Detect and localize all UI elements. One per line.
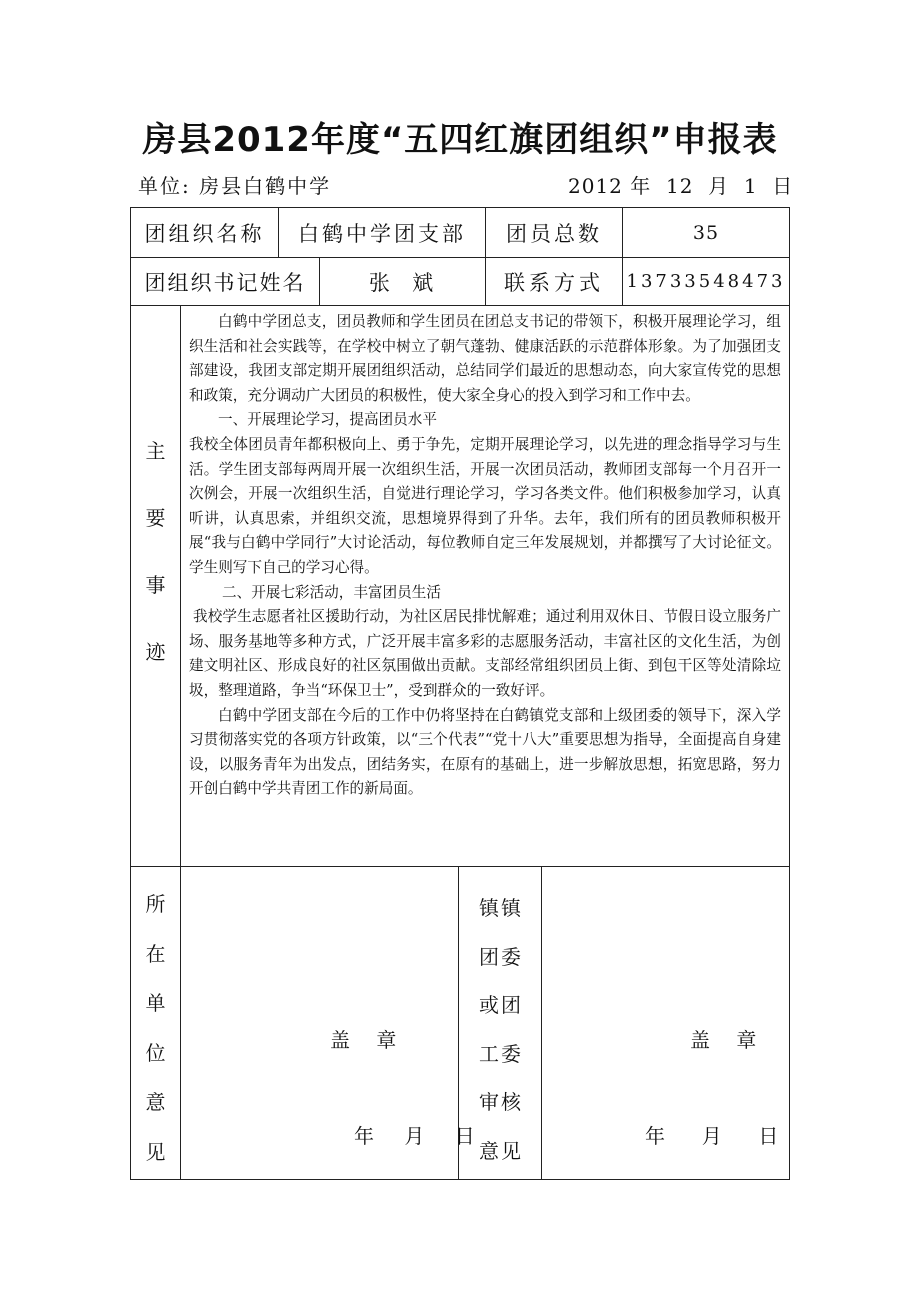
- unit-seal: 盖 章: [330, 1028, 407, 1052]
- table-border-bottom: [130, 1179, 790, 1180]
- secretary-value: 张 斌: [368, 270, 437, 295]
- table-border-right: [789, 207, 790, 1180]
- unit-opinion-char: 在: [145, 941, 166, 966]
- row-divider: [130, 305, 790, 306]
- town-opinion-chars: 或团: [479, 993, 523, 1017]
- unit-opinion-char: 单: [145, 991, 166, 1015]
- town-opinion-chars: 工委: [479, 1041, 523, 1066]
- unit-opinion-char: 所: [145, 892, 166, 916]
- col-divider: [541, 866, 542, 1180]
- unit-date: 年 月 日: [354, 1124, 487, 1148]
- contact-label: 联系方式: [504, 270, 604, 295]
- town-seal: 盖 章: [690, 1028, 767, 1052]
- unit-line: 单位: 房县白鹤中学: [138, 174, 332, 198]
- org-name-value: 白鹤中学团支部: [298, 221, 466, 246]
- deeds-label: [131, 418, 180, 686]
- town-date: 年 月 日: [645, 1124, 787, 1148]
- deeds-label-char: 要: [145, 506, 166, 530]
- row-divider: [130, 866, 790, 867]
- deeds-heading: 一、开展理论学习，提高团员水平: [218, 411, 437, 429]
- deeds-content: [189, 310, 781, 802]
- deeds-heading: 二、开展七彩活动，丰富团员生活: [222, 583, 441, 601]
- deeds-paragraph: 我校全体团员青年都积极向上、勇于争先，定期开展理论学习，以先进的理念指导学习与生活。学生团支部每两周开展一次组织生活，开展一次团员活动，教师团支部每一个月召开一次例会，开展一次组织生活，自觉进行理论学习，学习各类文件。他们积极参加学习，认真听讲，认真思索，并组织交流，思想境界得到了升华。去年，我们所有的团员教师积极开展“我与白鹤中学同行”大讨论活动，每位教师自定三年发展规划，并都撰写了大讨论征文。学生则写下自己的学习心得。: [189, 435, 781, 576]
- unit-opinion-char: 见: [145, 1139, 166, 1164]
- deeds-paragraph: 白鹤中学团支部在今后的工作中仍将坚持在白鹤镇党支部和上级团委的领导下，深入学习贯彻落实党的各项方针政策，以“三个代表”“党十八大”重要思想为指导，全面提高自身建设，以服务青年为出发点，团结务实，在原有的基础上，进一步解放思想，拓宽思路，努力开创白鹤中学共青团工作的新局面。: [189, 706, 781, 798]
- member-count-value: 35: [692, 221, 720, 244]
- deeds-label-char: 主: [145, 439, 166, 463]
- unit-opinion-char: 意: [145, 1090, 166, 1114]
- secretary-label: 团组织书记姓名: [144, 270, 306, 295]
- town-opinion-chars: 镇镇: [479, 896, 523, 920]
- unit-opinion-label: [131, 880, 180, 1177]
- town-opinion-chars: 审核: [479, 1090, 523, 1114]
- col-divider: [180, 305, 181, 1180]
- deeds-paragraph: 我校学生志愿者社区援助行动，为社区居民排忧解难；通过利用双休日、节假日设立服务广场、服务基地等多种方式，广泛开展丰富多彩的志愿服务活动，丰富社区的文化生活，为创建文明社区、形成良好的社区氛围做出贡献。支部经常组织团员上街、到包干区等处清除垃圾，整理道路，争当“环保卫士”，受到群众的一致好评。: [189, 608, 781, 699]
- deeds-label-char: 事: [145, 573, 166, 597]
- town-opinion-chars: 团委: [479, 944, 523, 969]
- member-count-label: 团员总数: [506, 221, 602, 246]
- deeds-label-char: 迹: [145, 640, 166, 664]
- unit-opinion-char: 位: [145, 1040, 166, 1065]
- page-title: 房县2012年度“五四红旗团组织”申报表: [142, 120, 778, 160]
- date-line: 2012 年 12 月 1 日: [568, 174, 794, 198]
- town-opinion-chars: 意见: [479, 1138, 523, 1163]
- contact-value: 13733548473: [626, 271, 786, 292]
- town-opinion-label: [477, 884, 525, 1175]
- deeds-paragraph: 白鹤中学团总支，团员教师和学生团员在团总支书记的带领下，积极开展理论学习，组织生活和社会实践等，在学校中树立了朝气蓬勃、健康活跃的示范群体形象。为了加强团支部建设，我团支部定期开展团组织活动，总结同学们最近的思想动态，向大家宣传党的思想和政策，充分调动广大团员的积极性，使大家全身心的投入到学习和工作中去。: [189, 313, 781, 404]
- org-name-label: 团组织名称: [144, 221, 265, 246]
